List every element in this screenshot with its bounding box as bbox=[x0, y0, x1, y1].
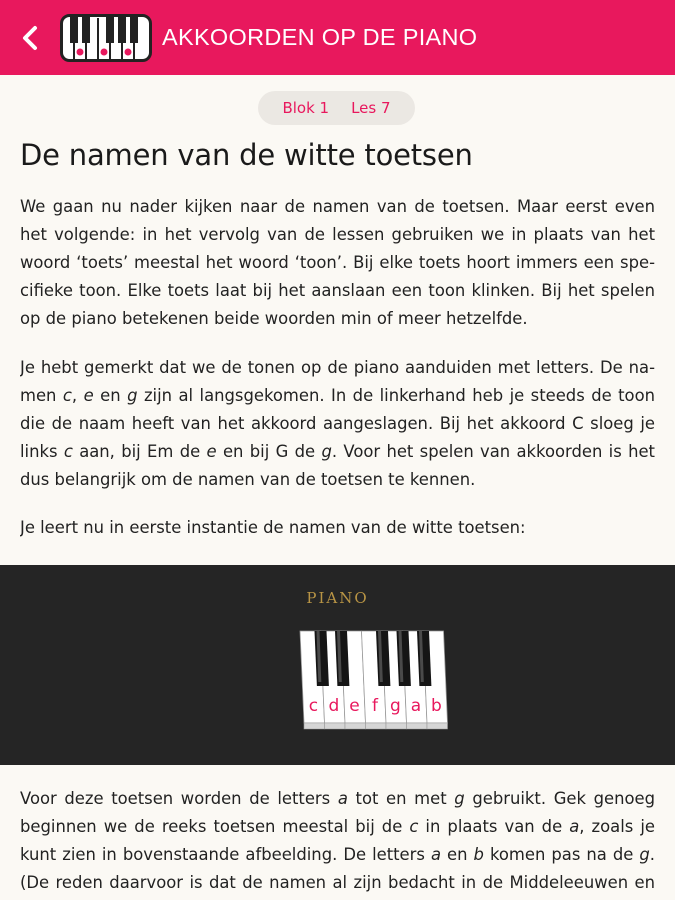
text-line: het volgende: in het vervolg van de lessen gebruiken we in plaats van het bbox=[20, 225, 655, 244]
note-letter: g bbox=[321, 442, 332, 461]
text-line bbox=[20, 813, 655, 841]
app-title: AKKOORDEN OP DE PIANO bbox=[162, 24, 478, 50]
note-letter: c bbox=[62, 386, 72, 405]
white-key-edge bbox=[304, 723, 325, 729]
black-key bbox=[397, 631, 411, 686]
text-run: in plaats van de bbox=[418, 817, 570, 836]
text-run: kunt zien in bovenstaande afbeelding. De letters bbox=[20, 845, 431, 864]
text-run: , bbox=[71, 386, 84, 405]
text-run: en bij G de bbox=[216, 442, 322, 461]
text-line: Je leert nu in eerste instantie de namen van de witte toetsen: bbox=[20, 518, 526, 537]
key-label: g bbox=[390, 696, 401, 716]
text-line bbox=[20, 382, 655, 410]
page-title: De namen van de witte toetsen bbox=[20, 138, 473, 172]
text-run: . bbox=[649, 845, 655, 864]
black-key bbox=[376, 631, 390, 686]
key-label: b bbox=[431, 696, 442, 716]
text-line: We gaan nu nader kijken naar de namen van de toetsen. Maar eerst even bbox=[20, 197, 655, 216]
text-run: komen pas na de bbox=[483, 845, 640, 864]
white-key-edge bbox=[427, 723, 448, 729]
key-label: f bbox=[371, 696, 378, 716]
piano-keys-icon bbox=[60, 14, 152, 62]
note-letter: c bbox=[409, 817, 419, 836]
text-run: . Voor het spelen van akkoorden is het bbox=[331, 442, 655, 461]
note-letter: c bbox=[63, 442, 73, 461]
note-letter: e bbox=[83, 386, 94, 405]
white-key-edge bbox=[325, 723, 346, 729]
white-key-edge bbox=[366, 723, 387, 729]
black-key bbox=[417, 631, 431, 686]
chevron-left-icon bbox=[19, 24, 41, 52]
paragraph-white-keys bbox=[20, 514, 655, 542]
text-run: links bbox=[20, 442, 64, 461]
text-line: cifieke toon. Elke toets laat bij het aanslaan een toon klinken. Bij het spelen bbox=[20, 281, 655, 300]
text-run: Voor deze toetsen worden de letters bbox=[20, 789, 338, 808]
text-line: (De reden daarvoor is dat de namen al zijn bedacht in de Middeleeuwen en bbox=[20, 873, 655, 892]
note-letter: b bbox=[473, 845, 484, 864]
text-line: op de piano betekenen beide woorden min of meer hetzelfde. bbox=[20, 309, 528, 328]
text-line bbox=[20, 785, 655, 813]
text-line: Je hebt gemerkt dat we de tonen op de piano aanduiden met letters. De na- bbox=[20, 358, 655, 377]
note-letter: g bbox=[454, 789, 465, 808]
text-run: , zoals je bbox=[579, 817, 655, 836]
piano-keyboard-illustration bbox=[290, 623, 450, 743]
breadcrumb-block[interactable]: Blok 1 bbox=[282, 99, 330, 117]
text-run: beginnen we de reeks toetsen meestal bij de bbox=[20, 817, 410, 836]
text-line bbox=[20, 841, 655, 869]
key-label: d bbox=[328, 696, 340, 716]
paragraph-intro bbox=[20, 193, 655, 333]
text-line: woord ‘toets’ meestal het woord ‘toon’. Bij elke toets hoort immers een spe- bbox=[20, 253, 655, 272]
key-label: e bbox=[349, 696, 360, 716]
app-bar bbox=[0, 0, 675, 75]
key-label: c bbox=[308, 696, 319, 716]
note-letter: g bbox=[127, 386, 138, 405]
back-button[interactable] bbox=[8, 8, 52, 68]
text-run: en bbox=[441, 845, 474, 864]
text-run: tot en met bbox=[347, 789, 455, 808]
breadcrumb-lesson[interactable]: Les 7 bbox=[351, 99, 391, 117]
note-letter: g bbox=[639, 845, 650, 864]
black-key bbox=[315, 631, 329, 686]
paragraph-order bbox=[20, 785, 655, 897]
text-line: die de naam heeft van het akkoord aangeslagen. Bij het akkoord C sloeg je bbox=[20, 414, 655, 433]
paragraph-letters bbox=[20, 354, 655, 494]
black-key bbox=[335, 631, 349, 686]
text-line bbox=[20, 438, 655, 466]
note-letter: a bbox=[430, 845, 441, 864]
white-key-edge bbox=[345, 723, 366, 729]
note-letter: e bbox=[206, 442, 217, 461]
text-line: dus belangrijk om de namen van de toetsen te kennen. bbox=[20, 470, 476, 489]
key-label: a bbox=[410, 696, 422, 716]
breadcrumb bbox=[258, 91, 415, 125]
figure-label: PIANO bbox=[306, 589, 369, 607]
note-letter: a bbox=[337, 789, 348, 808]
text-run: en bbox=[93, 386, 128, 405]
white-key-edge bbox=[407, 723, 428, 729]
piano-figure bbox=[0, 565, 675, 765]
text-run: men bbox=[20, 386, 63, 405]
text-run: gebruikt. Gek genoeg bbox=[464, 789, 655, 808]
white-key-edge bbox=[386, 723, 407, 729]
text-run: zijn al langsgekomen. In de linkerhand heb je steeds de toon bbox=[137, 386, 655, 405]
text-run: aan, bij Em de bbox=[72, 442, 207, 461]
note-letter: a bbox=[569, 817, 580, 836]
